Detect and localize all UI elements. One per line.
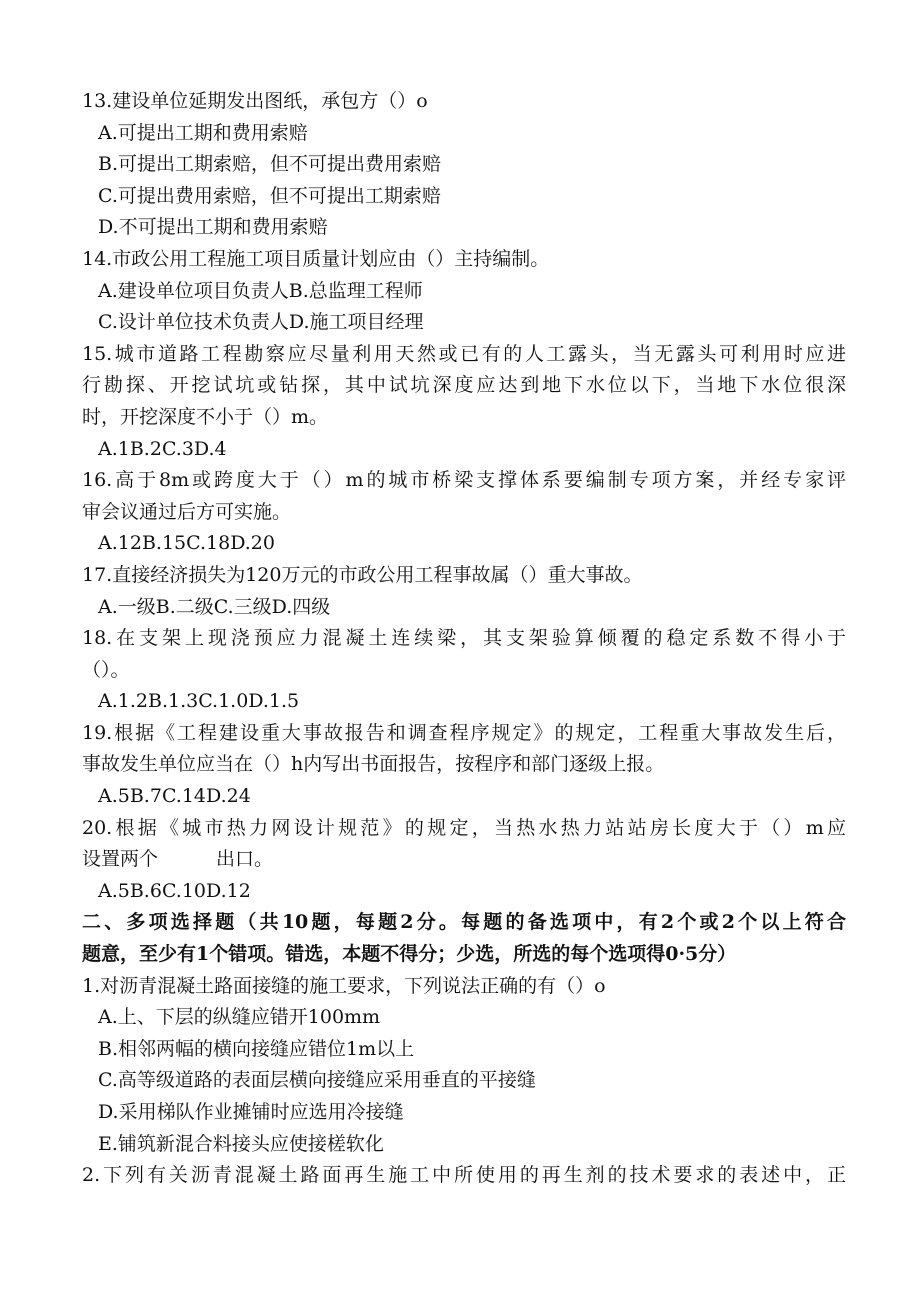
- question-15-stem-line-1: 15.城市道路工程勘察应尽量利用天然或已有的人工露头，当无露头可利用时应进: [82, 342, 846, 365]
- question-15-stem-line-3: 时，开挖深度不小于（）m。: [82, 405, 329, 428]
- question-13-option-a: A.可提出工期和费用索赔: [98, 121, 308, 144]
- section-2-heading-line-1: 二、多项选择题（共10题，每题2分。每题的备选项中，有2个或2个以上符合: [82, 911, 846, 934]
- question-16-options: A.12B.15C.18D.20: [98, 532, 275, 555]
- question-19-stem-line-1: 19.根据《工程建设重大事故报告和调查程序规定》的规定，工程重大事故发生后，: [82, 721, 846, 744]
- question-13-option-d: D.不可提出工期和费用索赔: [98, 216, 328, 239]
- mc-question-1-option-e: E.铺筑新混合料接头应使接槎软化: [98, 1132, 384, 1155]
- question-20-stem-line-2: [82, 844, 846, 876]
- question-14-options-cd: C.设计单位技术负责人D.施工项目经理: [98, 311, 424, 334]
- question-18-stem-line-2: （）。: [82, 658, 130, 681]
- question-20-stem-line-1: 20.根据《城市热力网设计规范》的规定，当热水热力站站房长度大于（）m应: [82, 816, 846, 839]
- mc-question-1-option-a: A.上、下层的纵缝应错开100mm: [98, 1006, 381, 1029]
- section-2-heading-line-2: 题意，至少有1个错项。错选，本题不得分；少选，所选的每个选项得0·5分）: [82, 943, 737, 966]
- mc-question-1-option-c: C.高等级道路的表面层横向接缝应采用垂直的平接缝: [98, 1069, 536, 1092]
- question-16-stem-line-2: 审会议通过后方可实施。: [82, 500, 292, 523]
- question-18-options: A.1.2B.1.3C.1.0D.1.5: [98, 690, 300, 713]
- question-15-options: A.1B.2C.3D.4: [98, 437, 227, 460]
- question-14-options-ab: A.建设单位项目负责人B.总监理工程师: [98, 279, 423, 302]
- mc-question-1-option-d: D.采用梯队作业摊铺时应选用冷接缝: [98, 1101, 404, 1123]
- question-19-options: A.5B.7C.14D.24: [98, 785, 251, 808]
- question-20-options: A.5B.6C.10D.12: [98, 879, 251, 902]
- question-20-stem-part-2: 出口。: [216, 848, 274, 871]
- question-20-stem-part-1: 设置两个: [82, 848, 159, 871]
- question-16-stem-line-1: 16.高于8m或跨度大于（）m的城市桥梁支撑体系要编制专项方案，并经专家评: [82, 469, 846, 492]
- question-17-stem: 17.直接经济损失为120万元的市政公用工程事故属（）重大事故。: [82, 563, 643, 586]
- question-15-stem-line-2: 行勘探、开挖试坑或钻探，其中试坑深度应达到地下水位以下，当地下水位很深: [82, 374, 846, 397]
- mc-question-1-stem: 1.对沥青混凝土路面接缝的施工要求，下列说法正确的有（）o: [82, 974, 606, 997]
- mc-question-2-stem-line-1: 2.下列有关沥青混凝土路面再生施工中所使用的再生剂的技术要求的表述中，正: [82, 1164, 846, 1187]
- question-14-stem: 14.市政公用工程施工项目质量计划应由（）主持编制。: [82, 247, 550, 270]
- mc-question-1-option-b: B.相邻两幅的横向接缝应错位1m以上: [98, 1037, 415, 1060]
- question-17-options: A.一级B.二级C.三级D.四级: [98, 595, 331, 618]
- document-body: [82, 86, 846, 1192]
- question-18-stem-line-1: 18.在支架上现浇预应力混凝土连续梁，其支架验算倾覆的稳定系数不得小于: [82, 627, 846, 650]
- question-13-option-c: C.可提出费用索赔，但不可提出工期索赔: [98, 184, 441, 207]
- question-13-stem: 13.建设单位延期发出图纸，承包方（）o: [82, 90, 428, 112]
- question-13-option-b: B.可提出工期索赔，但不可提出费用索赔: [98, 153, 442, 176]
- question-19-stem-line-2: 事故发生单位应当在（）h内写出书面报告，按程序和部门逐级上报。: [82, 753, 665, 776]
